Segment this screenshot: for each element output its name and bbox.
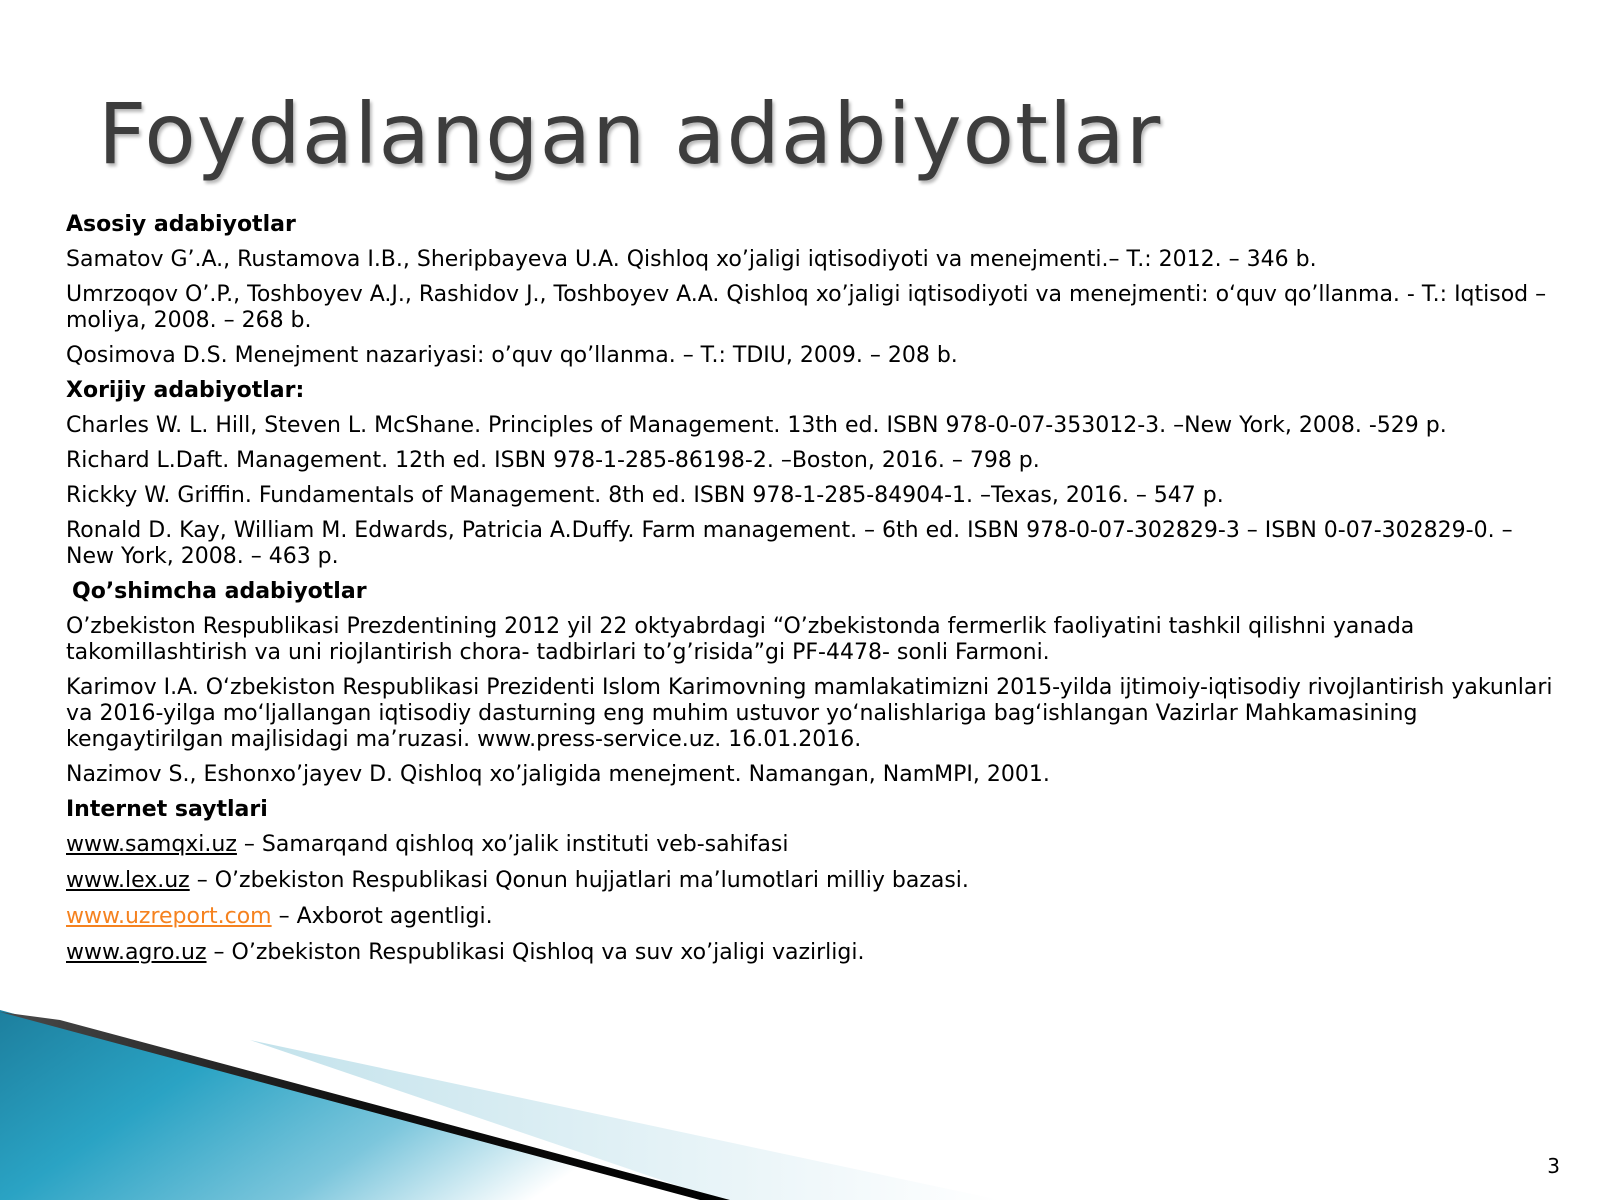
site-item [66, 904, 1566, 930]
reference-item: Charles W. L. Hill, Steven L. McShane. Principles of Management. 13th ed. ISBN 978-0-07-353012-3. –New York, 2008. -529 p. [66, 413, 1447, 438]
section-heading-main: Asosiy adabiyotlar [66, 212, 296, 237]
site-link-lex[interactable]: www.lex.uz [66, 868, 190, 893]
site-link-samqxi[interactable]: www.samqxi.uz [66, 832, 237, 857]
reference-item: Richard L.Daft. Management. 12th ed. ISBN 978-1-285-86198-2. –Boston, 2016. – 798 p. [66, 448, 1040, 473]
corner-decoration [0, 1000, 1600, 1200]
slide-title: Foydalangan adabiyotlar [98, 85, 1162, 183]
decor-teal-band [0, 1010, 700, 1200]
site-item [66, 940, 1566, 966]
page-number: 3 [1547, 1154, 1560, 1178]
reference-item: Karimov I.A. O‘zbekiston Respublikasi Prezidenti Islom Karimovning mamlakatimizni 2015-yilda ijtimoiy-iqtisodiy rivojlantirish yakunlari va 2016-yilga mo‘ljallangan iqtisodiy dasturning eng muhim ustuvor yo‘nalishlariga bag‘ishlangan Vazirlar Mahkamasining kengaytirilgan majlisidagi ma’ruzasi. www.press-service.uz. 16.01.2016. [66, 675, 1553, 752]
reference-item: Umrzoqov O’.P., Toshboyev A.J., Rashidov J., Toshboyev A.A. Qishloq xo’jaligi iqtisodiyoti va menejmenti: o‘quv qo’llanma. - T.: Iqtisod – moliya, 2008. – 268 b. [66, 282, 1547, 333]
site-item [66, 832, 1566, 858]
reference-item: Rickky W. Griffin. Fundamentals of Management. 8th ed. ISBN 978-1-285-84904-1. –Texas, 2016. – 547 p. [66, 483, 1224, 508]
site-description: – O’zbekiston Respublikasi Qonun hujjatlari ma’lumotlari milliy bazasi. [189, 868, 969, 893]
site-description: – Samarqand qishloq xo’jalik instituti veb-sahifasi [236, 832, 789, 857]
site-link-agro[interactable]: www.agro.uz [66, 940, 207, 965]
section-heading-foreign: Xorijiy adabiyotlar: [66, 378, 305, 403]
reference-item: Nazimov S., Eshonxo’jayev D. Qishloq xo’jaligida menejment. Namangan, NamMPI, 2001. [66, 762, 1050, 787]
bibliography [66, 212, 1566, 976]
decor-light-band [250, 1040, 1000, 1200]
reference-item: Samatov G’.A., Rustamova I.B., Sheripbayeva U.A. Qishloq xo’jaligi iqtisodiyoti va menejmenti.– T.: 2012. – 346 b. [66, 247, 1317, 272]
site-description: – Axborot agentligi. [271, 904, 493, 929]
section-heading-internet: Internet saytlari [66, 797, 268, 822]
site-description: – O’zbekiston Respublikasi Qishloq va suv xo’jaligi vazirligi. [206, 940, 865, 965]
site-item [66, 868, 1566, 894]
reference-item: O’zbekiston Respublikasi Prezdentining 2012 yil 22 oktyabrdagi “O’zbekistonda fermerlik faoliyatini tashkil qilishni yanada takomillashtirish va uni riojlantirish chora- tadbirlari to’g’risida”gi PF-4478- sonli Farmoni. [66, 614, 1415, 665]
decor-dark-stripe [0, 1012, 730, 1200]
site-link-uzreport[interactable]: www.uzreport.com [66, 904, 272, 929]
section-heading-additional: Qo’shimcha adabiyotlar [72, 579, 367, 604]
reference-item: Qosimova D.S. Menejment nazariyasi: o’quv qo’llanma. – T.: TDIU, 2009. – 208 b. [66, 343, 958, 368]
reference-item: Ronald D. Kay, William M. Edwards, Patricia A.Duffy. Farm management. – 6th ed. ISBN 978-0-07-302829-3 – ISBN 0-07-302829-0. – New York, 2008. – 463 p. [66, 518, 1513, 569]
